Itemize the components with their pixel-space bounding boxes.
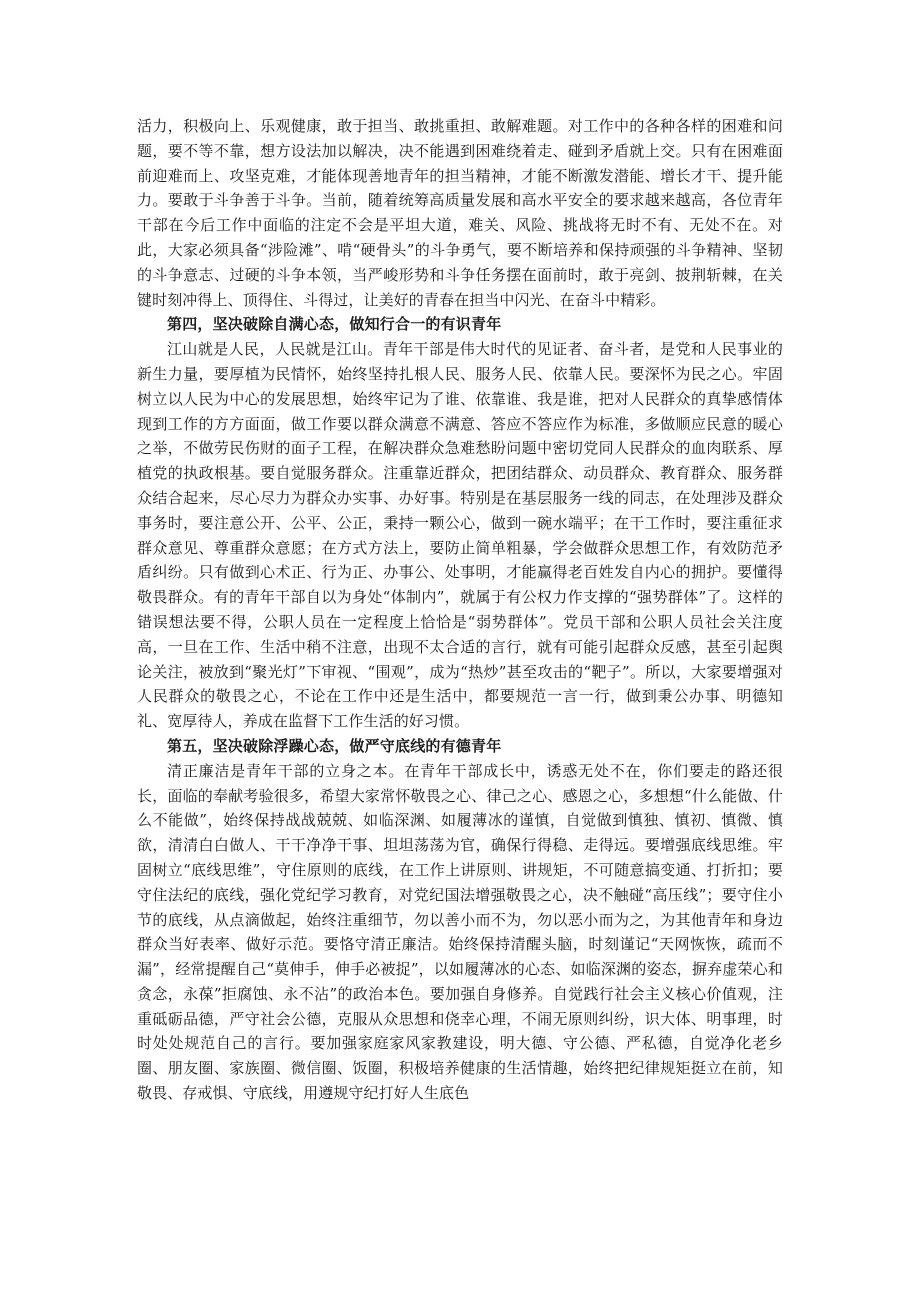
section-four-heading: 第四，坚决破除自满心态，做知行合一的有识青年 xyxy=(167,315,502,334)
section-four-paragraph: 江山就是人民，人民就是江山。青年干部是伟大时代的见证者、奋斗者，是党和人民事业的新生力量，要厚植为民情怀，始终坚持扎根人民、服务人民、依靠人民。要深怀为民之心。牢固树立以人民为中心的发展思想，始终牢记为了谁、依靠谁、我是谁，把对人民群众的真挚感情体现到工作的方方面面，做工作要以群众满意不满意、答应不答应作为标准，多做顺应民意的暖心之举，不做劳民伤财的面子工程，在解决群众急难愁盼问题中密切党同人民群众的血肉联系、厚植党的执政根基。要自觉服务群众。注重靠近群众，把团结群众、动员群众、教育群众、服务群众结合起来，尽心尽力为群众办实事、办好事。特别是在基层服务一线的同志，在处理涉及群众事务时，要注意公开、公平、公正，秉持一颗公心，做到一碗水端平；在干工作时，要注重征求群众意见、尊重群众意愿；在方式方法上，要防止简单粗暴，学会做群众思想工作，有效防范矛盾纠纷。只有做到心术正、行为正、办事公、处事明，才能赢得老百姓发自内心的拥护。要懂得敬畏群众。有的青年干部自以为身处“体制内”，就属于有公权力作支撑的“强势群体”了。这样的错误想法要不得，公职人员在一定程度上恰恰是“弱势群体”。党员干部和公职人员社会关注度高，一旦在工作、生活中稍不注意，出现不太合适的言行，就有可能引起群众反感，甚至引起舆论关注，被放到“聚光灯”下审视、“围观”，成为“热炒”甚至攻击的“靶子”。所以，大家要增强对人民群众的敬畏之心，不论在工作中还是生活中，都要规范一言一行，做到秉公办事、明德知礼、宽厚待人，养成在监督下工作生活的好习惯。 xyxy=(137,340,783,731)
section-five-paragraph: 清正廉洁是青年干部的立身之本。在青年干部成长中，诱惑无处不在，你们要走的路还很长，面临的奉献考验很多，希望大家常怀敬畏之心、律己之心、感恩之心，多想想“什么能做、什么不能做”，始终保持战战兢兢、如临深渊、如履薄冰的谨慎，自觉做到慎独、慎初、慎微、慎欲，清清白白做人、干干净净干事、坦坦荡荡为官，确保行得稳、走得远。要增强底线思维。牢固树立“底线思维”，守住原则的底线，在工作上讲原则、讲规矩，不可随意搞变通、打折扣；要守住法纪的底线，强化党纪学习教育，对党纪国法增强敬畏之心，决不触碰“高压线”；要守住小节的底线，从点滴做起，始终注重细节，勿以善小而不为，勿以恶小而为之，为其他青年和身边群众当好表率、做好示范。要恪守清正廉洁。始终保持清醒头脑，时刻谨记“天网恢恢，疏而不漏”，经常提醒自己“莫伸手，伸手必被捉”，以如履薄冰的心态、如临深渊的姿态，摒弃虚荣心和贪念，永葆”拒腐蚀、永不沾”的政治本色。要加强自身修养。自觉践行社会主义核心价值观，注重砥砺品德，严守社会公德，克服从众思想和侥幸心理，不闹无原则纠纷，识大体、明事理，时时处处规范自己的言行。要加强家庭家风家教建设，明大德、守公德、严私德，自觉净化老乡圈、朋友圈、家族圈、微信圈、饭圈，积极培养健康的生活情趣，始终把纪律规矩挺立在前，知敬畏、存戒惧、守底线，用遵规守纪打好人生底色 xyxy=(137,761,783,1103)
document-page xyxy=(137,114,783,1106)
intro-paragraph: 活力，积极向上、乐观健康，敢于担当、敢挑重担、敢解难题。对工作中的各种各样的困难和问题，要不等不靠，想方设法加以解决，决不能遇到困难绕着走、碰到矛盾就上交。只有在困难面前迎难而上、攻坚克难，才能体现善地青年的担当精神，才能不断激发潜能、增长才干、提升能力。要敢于斗争善于斗争。当前，随着统筹高质量发展和高水平安全的要求越来越高，各位青年干部在今后工作中面临的注定不会是平坦大道，难关、风险、挑战将无时不有、无处不在。对此，大家必须具备“涉险滩”、啃“硬骨头”的斗争勇气，要不断培养和保持顽强的斗争精神、坚韧的斗争意志、过硬的斗争本领，当严峻形势和斗争任务摆在面前时，敢于亮剑、披荆斩棘，在关键时刻冲得上、顶得住、斗得过，让美好的青春在担当中闪光、在奋斗中精彩。 xyxy=(137,117,783,309)
section-five-heading: 第五，坚决破除浮躁心态，做严守底线的有德青年 xyxy=(167,736,502,755)
